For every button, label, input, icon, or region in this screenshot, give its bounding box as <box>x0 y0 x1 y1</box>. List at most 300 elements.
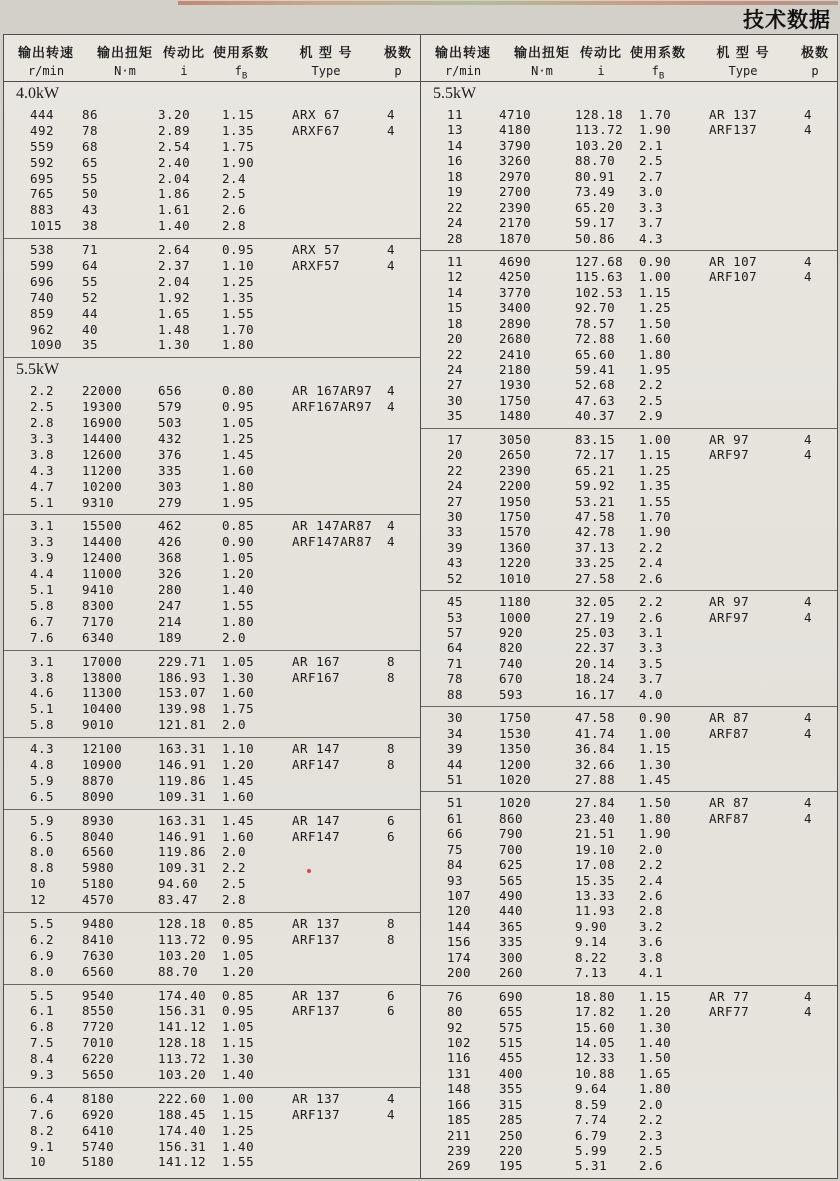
cell-poles: 4 <box>386 383 396 399</box>
cell-type: AR 167 <box>292 653 341 669</box>
cell-torque: 1480 <box>499 408 532 424</box>
cell-torque: 1180 <box>499 594 532 610</box>
cell-type <box>709 153 793 168</box>
cell-torque: 195 <box>499 1158 524 1174</box>
cell-ratio: 119.86 <box>158 844 207 860</box>
cell-speed: 156 <box>447 934 472 950</box>
cell-torque: 250 <box>499 1127 524 1143</box>
cell-type <box>292 892 376 908</box>
cell-torque: 1950 <box>499 493 532 509</box>
cell-torque: 68 <box>82 138 99 154</box>
cell-speed: 5.8 <box>30 717 55 733</box>
table-row <box>421 903 837 918</box>
cell-service-factor: 0.90 <box>222 534 255 550</box>
cell-torque: 12600 <box>82 446 123 462</box>
table-row <box>4 916 420 932</box>
cell-poles <box>793 873 823 888</box>
cell-torque: 440 <box>499 903 524 919</box>
cell-type: ARF147AR87 <box>292 534 373 550</box>
cell-torque: 6340 <box>82 629 115 645</box>
cell-service-factor: 1.20 <box>222 963 255 979</box>
cell-ratio: 189 <box>158 629 183 645</box>
cell-speed: 30 <box>447 392 464 408</box>
header-ratio <box>579 42 623 81</box>
cell-speed: 6.5 <box>30 828 55 844</box>
cell-service-factor: 4.3 <box>639 230 664 246</box>
cell-torque: 2680 <box>499 331 532 347</box>
cell-poles: 6 <box>386 828 396 844</box>
cell-type: AR 97 <box>709 431 750 447</box>
table-row <box>421 300 837 315</box>
cell-torque: 2200 <box>499 478 532 494</box>
cell-service-factor: 1.15 <box>222 1106 255 1122</box>
cell-service-factor: 0.85 <box>222 987 255 1003</box>
cell-torque: 3400 <box>499 300 532 316</box>
cell-service-factor: 2.5 <box>639 392 664 408</box>
cell-torque: 11300 <box>82 685 123 701</box>
table-row <box>4 1067 420 1083</box>
cell-ratio: 146.91 <box>158 828 207 844</box>
cell-service-factor: 1.70 <box>639 107 672 122</box>
cell-torque: 1000 <box>499 609 532 625</box>
cell-service-factor: 1.05 <box>222 947 255 963</box>
cell-ratio: 9.90 <box>575 918 608 934</box>
cell-ratio: 141.12 <box>158 1154 207 1170</box>
technical-data-table <box>3 34 838 1179</box>
table-row <box>4 123 420 139</box>
cell-torque: 10900 <box>82 756 123 772</box>
row-group <box>421 791 837 984</box>
cell-service-factor: 1.25 <box>222 431 255 447</box>
table-row <box>4 582 420 598</box>
cell-type <box>709 555 793 570</box>
cell-ratio: 303 <box>158 478 183 494</box>
cell-ratio: 174.40 <box>158 1122 207 1138</box>
cell-poles: 4 <box>803 725 813 741</box>
table-row <box>421 594 837 609</box>
table-header-left <box>4 35 420 82</box>
cell-poles <box>793 1050 823 1065</box>
cell-type <box>709 934 793 949</box>
cell-service-factor: 1.90 <box>639 826 672 842</box>
cell-torque: 6560 <box>82 844 115 860</box>
cell-torque: 1020 <box>499 771 532 787</box>
cell-speed: 5.5 <box>30 987 55 1003</box>
cell-speed: 76 <box>447 988 464 1004</box>
cell-ratio: 1.40 <box>158 218 191 234</box>
cell-ratio: 113.72 <box>158 931 207 947</box>
table-row <box>421 524 837 539</box>
cell-service-factor: 1.15 <box>222 1035 255 1051</box>
cell-service-factor: 1.60 <box>222 685 255 701</box>
cell-poles <box>793 285 823 300</box>
cell-type: ARXF67 <box>292 122 341 138</box>
cell-speed: 5.1 <box>30 494 55 510</box>
cell-poles <box>376 274 406 290</box>
cell-ratio: 163.31 <box>158 741 207 757</box>
table-row <box>421 555 837 570</box>
cell-poles <box>793 1143 823 1158</box>
cell-ratio: 37.13 <box>575 539 616 555</box>
cell-ratio: 128.18 <box>575 107 624 122</box>
cell-torque: 3050 <box>499 431 532 447</box>
cell-poles <box>376 598 406 614</box>
table-row <box>421 540 837 555</box>
header-unit: i <box>597 64 605 78</box>
cell-poles <box>376 685 406 701</box>
cell-poles <box>376 415 406 431</box>
table-row <box>421 215 837 230</box>
table-row <box>421 509 837 524</box>
cell-service-factor: 1.00 <box>222 1090 255 1106</box>
cell-poles <box>793 153 823 168</box>
cell-torque: 625 <box>499 857 524 873</box>
cell-service-factor: 2.1 <box>639 137 664 153</box>
cell-torque: 2700 <box>499 184 532 200</box>
table-row <box>4 518 420 534</box>
table-row <box>421 331 837 346</box>
cell-poles: 4 <box>803 122 813 138</box>
cell-service-factor: 2.8 <box>639 903 664 919</box>
cell-service-factor: 1.90 <box>639 122 672 138</box>
cell-service-factor: 4.0 <box>639 686 664 702</box>
cell-service-factor: 2.8 <box>222 892 247 908</box>
cell-speed: 14 <box>447 284 464 300</box>
table-row <box>4 415 420 431</box>
cell-service-factor: 2.8 <box>222 218 247 234</box>
cell-poles <box>793 888 823 903</box>
cell-poles <box>793 494 823 509</box>
cell-ratio: 1.30 <box>158 337 191 353</box>
cell-poles <box>793 625 823 640</box>
table-row <box>4 813 420 829</box>
cell-type <box>709 842 793 857</box>
cell-type <box>292 479 376 495</box>
cell-service-factor: 1.10 <box>222 741 255 757</box>
cell-speed: 1090 <box>30 337 63 353</box>
cell-type: ARF107 <box>709 269 758 285</box>
cell-service-factor: 1.60 <box>222 828 255 844</box>
cell-ratio: 65.21 <box>575 462 616 478</box>
cell-type <box>709 571 793 586</box>
table-row <box>4 717 420 733</box>
cell-type: AR 147AR87 <box>292 518 373 534</box>
cell-poles <box>793 919 823 934</box>
cell-speed: 15 <box>447 300 464 316</box>
cell-type: ARF137 <box>292 1003 341 1019</box>
header-output-speed <box>4 42 88 81</box>
cell-type <box>709 640 793 655</box>
cell-poles <box>793 671 823 686</box>
table-row <box>421 640 837 655</box>
cell-ratio: 229.71 <box>158 653 207 669</box>
cell-ratio: 5.31 <box>575 1158 608 1174</box>
cell-service-factor: 1.50 <box>639 1050 672 1066</box>
cell-ratio: 19.10 <box>575 841 616 857</box>
cell-ratio: 186.93 <box>158 669 207 685</box>
header-label: 使用系数 <box>212 46 269 61</box>
table-row <box>4 876 420 892</box>
cell-torque: 1570 <box>499 524 532 540</box>
cell-speed: 53 <box>447 609 464 625</box>
cell-service-factor: 1.60 <box>222 788 255 804</box>
cell-ratio: 174.40 <box>158 987 207 1003</box>
cell-poles <box>793 555 823 570</box>
cell-speed: 6.4 <box>30 1090 55 1106</box>
cell-type <box>709 826 793 841</box>
cell-torque: 6220 <box>82 1051 115 1067</box>
cell-service-factor: 2.2 <box>639 857 664 873</box>
cell-speed: 4.6 <box>30 685 55 701</box>
cell-ratio: 47.63 <box>575 392 616 408</box>
cell-poles <box>376 337 406 353</box>
cell-type <box>292 717 376 733</box>
cell-ratio: 128.18 <box>158 1035 207 1051</box>
table-row <box>421 1112 837 1127</box>
cell-torque: 455 <box>499 1050 524 1066</box>
table-row <box>4 598 420 614</box>
cell-service-factor: 1.20 <box>639 1004 672 1020</box>
cell-speed: 144 <box>447 918 472 934</box>
cell-poles: 8 <box>386 931 396 947</box>
cell-type <box>709 509 793 524</box>
cell-speed: 27 <box>447 493 464 509</box>
cell-speed: 22 <box>447 199 464 215</box>
cell-speed: 3.3 <box>30 534 55 550</box>
cell-ratio: 103.20 <box>158 947 207 963</box>
cell-ratio: 115.63 <box>575 269 624 285</box>
cell-service-factor: 2.4 <box>639 555 664 571</box>
cell-service-factor: 1.05 <box>222 653 255 669</box>
cell-speed: 185 <box>447 1112 472 1128</box>
table-row <box>4 242 420 258</box>
cell-type <box>292 685 376 701</box>
table-row <box>421 671 837 686</box>
cell-speed: 11 <box>447 107 464 122</box>
cell-type <box>709 200 793 215</box>
cell-torque: 670 <box>499 671 524 687</box>
cell-type: ARF87 <box>709 810 750 826</box>
cell-type: AR 147 <box>292 812 341 828</box>
cell-service-factor: 0.85 <box>222 518 255 534</box>
cell-speed: 4.8 <box>30 756 55 772</box>
cell-ratio: 8.22 <box>575 949 608 965</box>
cell-speed: 8.0 <box>30 963 55 979</box>
cell-service-factor: 2.4 <box>639 872 664 888</box>
cell-ratio: 8.59 <box>575 1096 608 1112</box>
cell-speed: 740 <box>30 289 55 305</box>
cell-speed: 538 <box>30 242 55 258</box>
cell-service-factor: 2.2 <box>222 860 247 876</box>
cell-type: AR 137 <box>292 987 341 1003</box>
cell-type <box>292 337 376 353</box>
cell-speed: 1015 <box>30 218 63 234</box>
cell-ratio: 579 <box>158 399 183 415</box>
cell-type <box>292 415 376 431</box>
header-label: 传动比 <box>579 46 622 61</box>
cell-type: AR 137 <box>292 1090 341 1106</box>
row-group <box>421 706 837 791</box>
cell-type: AR 87 <box>709 795 750 811</box>
cell-ratio: 88.70 <box>158 963 199 979</box>
table-row <box>4 844 420 860</box>
cell-poles <box>793 741 823 756</box>
section-power-label: 5.5kW <box>433 85 477 102</box>
table-row <box>4 630 420 646</box>
cell-service-factor: 1.70 <box>639 508 672 524</box>
cell-torque: 1360 <box>499 539 532 555</box>
cell-type <box>709 377 793 392</box>
cell-speed: 24 <box>447 362 464 377</box>
scan-artifact-dot <box>307 869 311 873</box>
cell-speed: 84 <box>447 857 464 873</box>
cell-speed: 6.9 <box>30 947 55 963</box>
table-row <box>421 710 837 725</box>
cell-service-factor: 1.55 <box>222 305 255 321</box>
cell-type <box>709 1097 793 1112</box>
cell-service-factor: 1.90 <box>222 154 255 170</box>
cell-poles: 4 <box>803 107 813 122</box>
cell-torque: 1200 <box>499 756 532 772</box>
cell-service-factor: 1.15 <box>639 988 672 1004</box>
cell-poles: 4 <box>386 107 396 122</box>
cell-speed: 35 <box>447 408 464 424</box>
table-row <box>4 566 420 582</box>
table-row <box>421 1097 837 1112</box>
cell-ratio: 50.86 <box>575 230 616 246</box>
cell-type <box>709 463 793 478</box>
cell-service-factor: 1.45 <box>222 446 255 462</box>
cell-service-factor: 2.6 <box>639 570 664 586</box>
cell-poles <box>376 1019 406 1035</box>
cell-ratio: 503 <box>158 415 183 431</box>
cell-torque: 655 <box>499 1004 524 1020</box>
cell-poles: 6 <box>386 987 396 1003</box>
cell-speed: 883 <box>30 202 55 218</box>
cell-ratio: 326 <box>158 566 183 582</box>
table-row <box>4 1154 420 1170</box>
cell-service-factor: 1.40 <box>222 582 255 598</box>
cell-poles <box>793 169 823 184</box>
cell-speed: 269 <box>447 1158 472 1174</box>
cell-type <box>292 1051 376 1067</box>
cell-service-factor: 1.30 <box>222 669 255 685</box>
cell-torque: 10400 <box>82 701 123 717</box>
row-group <box>421 985 837 1178</box>
cell-ratio: 113.72 <box>158 1051 207 1067</box>
table-body-right <box>421 82 837 1178</box>
cell-poles <box>793 362 823 377</box>
cell-poles <box>376 1051 406 1067</box>
cell-torque: 8090 <box>82 788 115 804</box>
cell-poles <box>376 1139 406 1155</box>
cell-type <box>709 138 793 153</box>
cell-service-factor: 1.75 <box>222 138 255 154</box>
cell-type <box>292 789 376 805</box>
row-group <box>4 737 420 809</box>
table-row <box>421 610 837 625</box>
cell-poles <box>793 524 823 539</box>
table-row <box>4 431 420 447</box>
cell-poles <box>376 1067 406 1083</box>
cell-ratio: 22.37 <box>575 640 616 656</box>
cell-ratio: 25.03 <box>575 625 616 640</box>
cell-type <box>292 948 376 964</box>
cell-torque: 1530 <box>499 725 532 741</box>
cell-ratio: 1.92 <box>158 289 191 305</box>
table-row <box>421 1004 837 1019</box>
cell-type: ARF137 <box>292 931 341 947</box>
cell-type <box>292 1067 376 1083</box>
cell-torque: 44 <box>82 305 99 321</box>
header-poles <box>793 42 837 81</box>
cell-torque: 790 <box>499 826 524 842</box>
cell-torque: 38 <box>82 218 99 234</box>
cell-speed: 962 <box>30 321 55 337</box>
table-row <box>421 757 837 772</box>
cell-ratio: 103.20 <box>575 137 624 153</box>
cell-service-factor: 2.2 <box>639 539 664 555</box>
cell-type <box>292 844 376 860</box>
cell-ratio: 18.24 <box>575 671 616 687</box>
cell-poles <box>793 934 823 949</box>
cell-ratio: 656 <box>158 383 183 399</box>
cell-torque: 86 <box>82 107 99 122</box>
cell-type: AR 137 <box>709 107 758 122</box>
table-row <box>421 919 837 934</box>
cell-service-factor: 1.80 <box>222 613 255 629</box>
cell-torque: 2890 <box>499 315 532 331</box>
table-row <box>4 789 420 805</box>
table-row <box>421 285 837 300</box>
cell-service-factor: 1.55 <box>639 493 672 509</box>
cell-torque: 8550 <box>82 1003 115 1019</box>
cell-ratio: 146.91 <box>158 756 207 772</box>
cell-torque: 1020 <box>499 795 532 811</box>
header-label: 极数 <box>800 46 829 61</box>
cell-service-factor: 1.20 <box>222 756 255 772</box>
cell-poles <box>793 377 823 392</box>
cell-torque: 6410 <box>82 1122 115 1138</box>
cell-service-factor: 1.80 <box>639 810 672 826</box>
cell-service-factor: 1.10 <box>222 258 255 274</box>
cell-type <box>709 857 793 872</box>
cell-ratio: 92.70 <box>575 300 616 316</box>
cell-service-factor: 1.30 <box>639 756 672 772</box>
cell-speed: 14 <box>447 137 464 153</box>
cell-ratio: 21.51 <box>575 826 616 842</box>
cell-type: ARF97 <box>709 609 750 625</box>
cell-speed: 45 <box>447 594 464 610</box>
cell-type: ARF147 <box>292 828 341 844</box>
cell-speed: 120 <box>447 903 472 919</box>
cell-service-factor: 0.85 <box>222 915 255 931</box>
cell-torque: 13800 <box>82 669 123 685</box>
cell-type <box>292 218 376 234</box>
cell-torque: 3770 <box>499 284 532 300</box>
cell-poles <box>793 316 823 331</box>
cell-ratio: 72.88 <box>575 331 616 347</box>
cell-service-factor: 1.95 <box>639 362 672 377</box>
cell-torque: 5980 <box>82 860 115 876</box>
cell-poles <box>376 892 406 908</box>
table-row <box>4 829 420 845</box>
cell-torque: 5180 <box>82 1154 115 1170</box>
cell-poles: 4 <box>803 988 813 1004</box>
cell-ratio: 20.14 <box>575 655 616 671</box>
cell-torque: 700 <box>499 841 524 857</box>
cell-torque: 7170 <box>82 613 115 629</box>
